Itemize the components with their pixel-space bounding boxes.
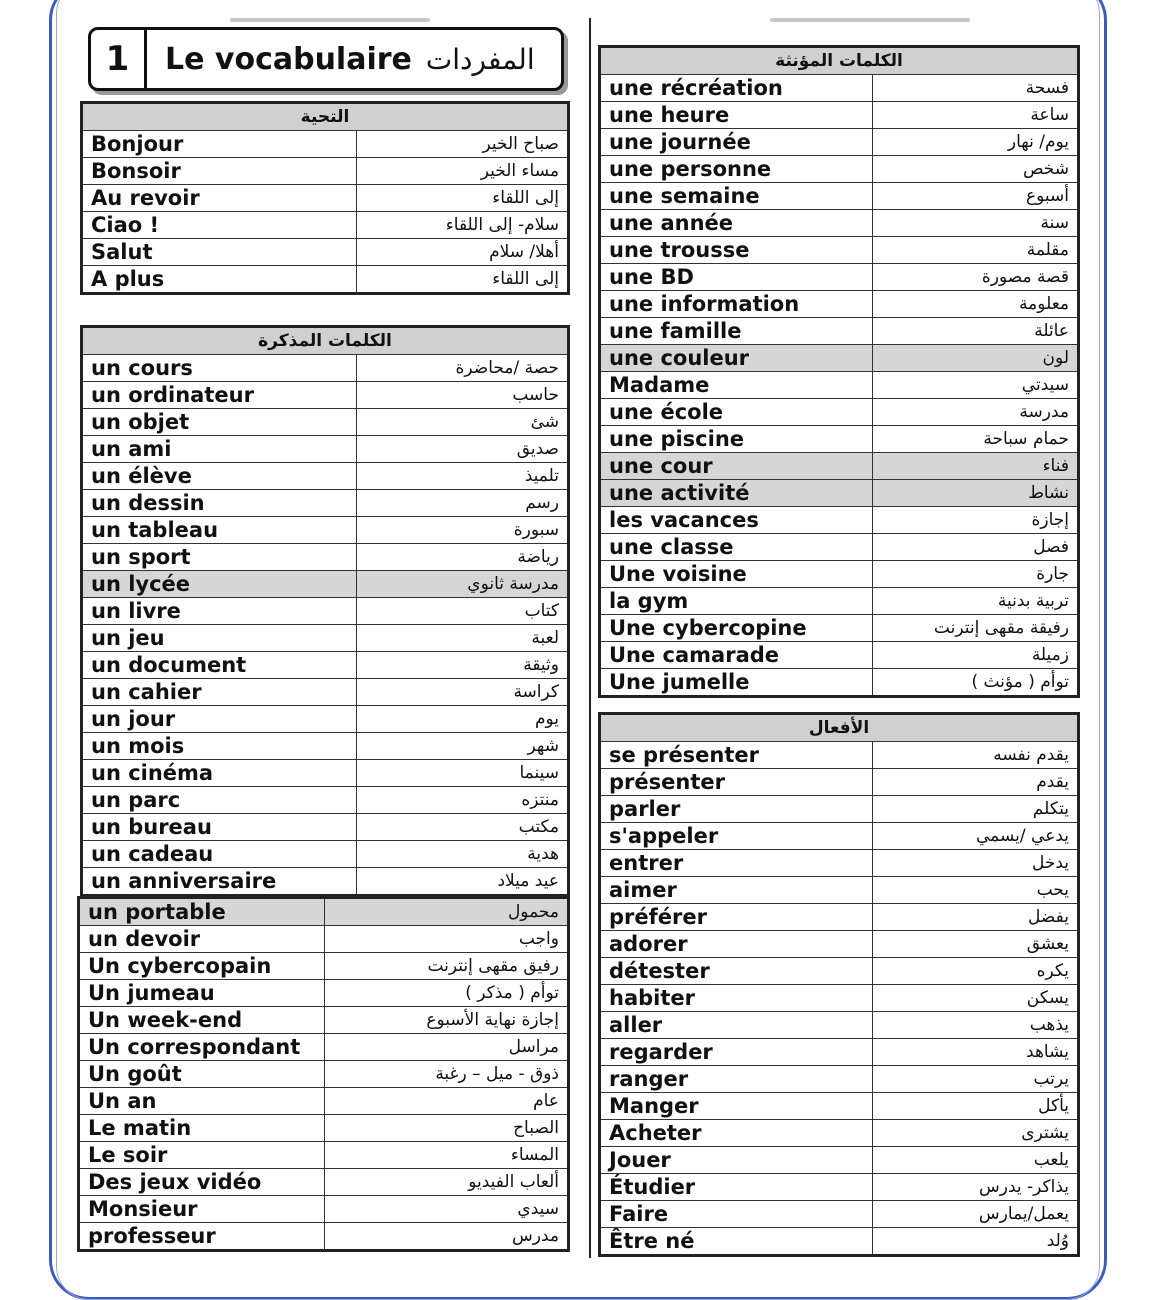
french-term: une récréation bbox=[600, 75, 873, 102]
table-row bbox=[600, 183, 1079, 210]
french-term: Monsieur bbox=[79, 1196, 325, 1223]
table-row bbox=[600, 210, 1079, 237]
arabic-translation: زميلة bbox=[873, 642, 1079, 669]
arabic-translation: يحب bbox=[873, 877, 1079, 904]
french-term: aller bbox=[600, 1012, 873, 1039]
arabic-translation: تلميذ bbox=[357, 463, 569, 490]
french-term: aimer bbox=[600, 877, 873, 904]
table-row bbox=[600, 1147, 1079, 1174]
arabic-translation: حاسب bbox=[357, 382, 569, 409]
arabic-translation: يوم/ نهار bbox=[873, 129, 1079, 156]
table-row bbox=[82, 463, 569, 490]
table-row bbox=[600, 534, 1079, 561]
table-row bbox=[82, 598, 569, 625]
arabic-translation: كتاب bbox=[357, 598, 569, 625]
arabic-translation: مساء الخير bbox=[357, 158, 569, 185]
arabic-translation: مدرس bbox=[325, 1223, 569, 1251]
verbs-table bbox=[598, 712, 1080, 1257]
arabic-translation: سيدتي bbox=[873, 372, 1079, 399]
arabic-translation: صديق bbox=[357, 436, 569, 463]
lesson-number: 1 bbox=[91, 30, 147, 88]
table-row bbox=[600, 823, 1079, 850]
french-term: regarder bbox=[600, 1039, 873, 1066]
arabic-translation: فسحة bbox=[873, 75, 1079, 102]
arabic-translation: يسكن bbox=[873, 985, 1079, 1012]
french-term: adorer bbox=[600, 931, 873, 958]
table-row bbox=[600, 1120, 1079, 1147]
arabic-translation: المساء bbox=[325, 1142, 569, 1169]
arabic-translation: معلومة bbox=[873, 291, 1079, 318]
french-term: détester bbox=[600, 958, 873, 985]
french-term: la gym bbox=[600, 588, 873, 615]
french-term: une activité bbox=[600, 480, 873, 507]
arabic-translation: يأكل bbox=[873, 1093, 1079, 1120]
table-row bbox=[82, 760, 569, 787]
greetings-header-row bbox=[82, 103, 569, 131]
feminine-nouns-table bbox=[598, 45, 1080, 698]
arabic-translation: حمام سباحة bbox=[873, 426, 1079, 453]
arabic-translation: رسم bbox=[357, 490, 569, 517]
table-row bbox=[600, 769, 1079, 796]
table-row bbox=[600, 102, 1079, 129]
arabic-translation: حصة /محاضرة bbox=[357, 355, 569, 382]
arabic-translation: يقدم نفسه bbox=[873, 742, 1079, 769]
arabic-translation: سيدي bbox=[325, 1196, 569, 1223]
section-header: التحية bbox=[82, 103, 569, 131]
french-term: préférer bbox=[600, 904, 873, 931]
feminine-header-row bbox=[600, 47, 1079, 75]
french-term: une couleur bbox=[600, 345, 873, 372]
arabic-translation: شئ bbox=[357, 409, 569, 436]
title-banner bbox=[88, 27, 564, 91]
top-decoration-left bbox=[230, 18, 430, 22]
french-term: un objet bbox=[82, 409, 357, 436]
table-row bbox=[79, 953, 569, 980]
table-row bbox=[600, 1012, 1079, 1039]
table-row bbox=[82, 212, 569, 239]
table-row bbox=[600, 1228, 1079, 1256]
french-term: Une jumelle bbox=[600, 669, 873, 697]
table-row bbox=[79, 1088, 569, 1115]
table-row bbox=[82, 266, 569, 294]
arabic-translation: فصل bbox=[873, 534, 1079, 561]
table-row bbox=[600, 75, 1079, 102]
table-row bbox=[600, 561, 1079, 588]
french-term: un cours bbox=[82, 355, 357, 382]
arabic-translation: إلى اللقاء bbox=[357, 185, 569, 212]
arabic-translation: يعشق bbox=[873, 931, 1079, 958]
table-row bbox=[79, 1196, 569, 1223]
french-term: Acheter bbox=[600, 1120, 873, 1147]
table-row bbox=[600, 156, 1079, 183]
arabic-translation: محمول bbox=[325, 898, 569, 926]
french-term: Bonsoir bbox=[82, 158, 357, 185]
table-row bbox=[600, 742, 1079, 769]
arabic-translation: لون bbox=[873, 345, 1079, 372]
french-term: une BD bbox=[600, 264, 873, 291]
french-term: Bonjour bbox=[82, 131, 357, 158]
table-row bbox=[600, 931, 1079, 958]
french-term: un jeu bbox=[82, 625, 357, 652]
french-term: Des jeux vidéo bbox=[79, 1169, 325, 1196]
table-row bbox=[600, 850, 1079, 877]
arabic-translation: الصباح bbox=[325, 1115, 569, 1142]
french-term: ranger bbox=[600, 1066, 873, 1093]
arabic-translation: واجب bbox=[325, 926, 569, 953]
table-row bbox=[79, 898, 569, 926]
arabic-translation: تربية بدنية bbox=[873, 588, 1079, 615]
top-decoration-right bbox=[770, 18, 970, 22]
arabic-translation: شهر bbox=[357, 733, 569, 760]
french-term: un devoir bbox=[79, 926, 325, 953]
table-row bbox=[82, 652, 569, 679]
table-row bbox=[600, 1201, 1079, 1228]
french-term: un dessin bbox=[82, 490, 357, 517]
arabic-translation: سبورة bbox=[357, 517, 569, 544]
arabic-translation: يلعب bbox=[873, 1147, 1079, 1174]
french-term: un mois bbox=[82, 733, 357, 760]
arabic-translation: يعمل/يمارس bbox=[873, 1201, 1079, 1228]
french-term: une classe bbox=[600, 534, 873, 561]
arabic-translation: جارة bbox=[873, 561, 1079, 588]
table-row bbox=[600, 345, 1079, 372]
table-row bbox=[82, 409, 569, 436]
french-term: habiter bbox=[600, 985, 873, 1012]
french-term: Le matin bbox=[79, 1115, 325, 1142]
french-term: une personne bbox=[600, 156, 873, 183]
section-header: الكلمات المذكرة bbox=[82, 327, 569, 355]
table-row bbox=[82, 544, 569, 571]
french-term: un sport bbox=[82, 544, 357, 571]
arabic-translation: كراسة bbox=[357, 679, 569, 706]
french-term: une semaine bbox=[600, 183, 873, 210]
arabic-translation: إجازة نهاية الأسبوع bbox=[325, 1007, 569, 1034]
column-divider bbox=[589, 18, 591, 1258]
arabic-translation: يدعي /يسمي bbox=[873, 823, 1079, 850]
arabic-translation: هدية bbox=[357, 841, 569, 868]
french-term: Un week-end bbox=[79, 1007, 325, 1034]
table-row bbox=[600, 1093, 1079, 1120]
table-row bbox=[600, 237, 1079, 264]
arabic-translation: يذاكر- يدرس bbox=[873, 1174, 1079, 1201]
french-term: professeur bbox=[79, 1223, 325, 1251]
french-term: un document bbox=[82, 652, 357, 679]
french-term: un portable bbox=[79, 898, 325, 926]
masculine-header-row bbox=[82, 327, 569, 355]
french-term: Ciao ! bbox=[82, 212, 357, 239]
french-term: une information bbox=[600, 291, 873, 318]
french-term: un ami bbox=[82, 436, 357, 463]
table-row bbox=[600, 264, 1079, 291]
table-row bbox=[600, 985, 1079, 1012]
table-row bbox=[82, 490, 569, 517]
arabic-translation: يشترى bbox=[873, 1120, 1079, 1147]
arabic-translation: وثيقة bbox=[357, 652, 569, 679]
french-term: Un cybercopain bbox=[79, 953, 325, 980]
arabic-translation: مقلمة bbox=[873, 237, 1079, 264]
french-term: Jouer bbox=[600, 1147, 873, 1174]
arabic-translation: يفضل bbox=[873, 904, 1079, 931]
section-header: الكلمات المؤنثة bbox=[600, 47, 1079, 75]
arabic-translation: مراسل bbox=[325, 1034, 569, 1061]
table-row bbox=[79, 1223, 569, 1251]
title-text bbox=[147, 42, 561, 77]
arabic-translation: فناء bbox=[873, 453, 1079, 480]
french-term: un lycée bbox=[82, 571, 357, 598]
arabic-translation: وُلد bbox=[873, 1228, 1079, 1256]
arabic-translation: مكتب bbox=[357, 814, 569, 841]
french-term: un cinéma bbox=[82, 760, 357, 787]
table-row bbox=[600, 877, 1079, 904]
table-row bbox=[600, 615, 1079, 642]
table-row bbox=[600, 291, 1079, 318]
table-row bbox=[79, 1169, 569, 1196]
arabic-translation: سنة bbox=[873, 210, 1079, 237]
table-row bbox=[600, 588, 1079, 615]
table-row bbox=[82, 814, 569, 841]
arabic-translation: توأم ( مذكر ) bbox=[325, 980, 569, 1007]
table-row bbox=[600, 129, 1079, 156]
french-term: Manger bbox=[600, 1093, 873, 1120]
arabic-translation: عيد ميلاد bbox=[357, 868, 569, 896]
french-term: Une voisine bbox=[600, 561, 873, 588]
table-row bbox=[82, 841, 569, 868]
french-term: Au revoir bbox=[82, 185, 357, 212]
french-term: une famille bbox=[600, 318, 873, 345]
arabic-translation: نشاط bbox=[873, 480, 1079, 507]
table-row bbox=[600, 642, 1079, 669]
table-row bbox=[600, 507, 1079, 534]
french-term: un cadeau bbox=[82, 841, 357, 868]
french-term: A plus bbox=[82, 266, 357, 294]
french-term: une journée bbox=[600, 129, 873, 156]
arabic-translation: يرتب bbox=[873, 1066, 1079, 1093]
arabic-translation: يكره bbox=[873, 958, 1079, 985]
arabic-translation: أسبوع bbox=[873, 183, 1079, 210]
arabic-translation: ألعاب الفيديو bbox=[325, 1169, 569, 1196]
french-term: une trousse bbox=[600, 237, 873, 264]
table-row bbox=[82, 239, 569, 266]
table-row bbox=[82, 185, 569, 212]
table-row bbox=[79, 1007, 569, 1034]
french-term: présenter bbox=[600, 769, 873, 796]
table-row bbox=[82, 382, 569, 409]
verbs-header-row bbox=[600, 714, 1079, 742]
arabic-translation: يذهب bbox=[873, 1012, 1079, 1039]
arabic-translation: يدخل bbox=[873, 850, 1079, 877]
table-row bbox=[600, 1174, 1079, 1201]
french-term: Madame bbox=[600, 372, 873, 399]
table-row bbox=[82, 517, 569, 544]
table-row bbox=[82, 733, 569, 760]
table-row bbox=[82, 131, 569, 158]
misc-vocabulary-table bbox=[77, 896, 570, 1252]
french-term: une piscine bbox=[600, 426, 873, 453]
table-row bbox=[79, 1061, 569, 1088]
table-row bbox=[600, 318, 1079, 345]
table-row bbox=[82, 679, 569, 706]
french-term: Une cybercopine bbox=[600, 615, 873, 642]
french-term: se présenter bbox=[600, 742, 873, 769]
arabic-translation: توأم ( مؤنث ) bbox=[873, 669, 1079, 697]
table-row bbox=[79, 926, 569, 953]
table-row bbox=[600, 796, 1079, 823]
table-row bbox=[79, 1034, 569, 1061]
table-row bbox=[82, 436, 569, 463]
table-row bbox=[82, 868, 569, 896]
french-term: les vacances bbox=[600, 507, 873, 534]
table-row bbox=[82, 355, 569, 382]
table-row bbox=[600, 958, 1079, 985]
table-row bbox=[600, 372, 1079, 399]
table-row bbox=[600, 453, 1079, 480]
title-arabic: المفردات bbox=[425, 42, 535, 76]
table-row bbox=[82, 571, 569, 598]
arabic-translation: ساعة bbox=[873, 102, 1079, 129]
arabic-translation: ذوق - ميل – رغبة bbox=[325, 1061, 569, 1088]
french-term: Étudier bbox=[600, 1174, 873, 1201]
arabic-translation: يوم bbox=[357, 706, 569, 733]
table-row bbox=[600, 399, 1079, 426]
french-term: Un goût bbox=[79, 1061, 325, 1088]
table-row bbox=[79, 980, 569, 1007]
arabic-translation: إجازة bbox=[873, 507, 1079, 534]
french-term: un bureau bbox=[82, 814, 357, 841]
arabic-translation: قصة مصورة bbox=[873, 264, 1079, 291]
french-term: un anniversaire bbox=[82, 868, 357, 896]
table-row bbox=[79, 1115, 569, 1142]
title-french: Le vocabulaire bbox=[165, 41, 412, 77]
arabic-translation: رفيق مقهى إنترنت bbox=[325, 953, 569, 980]
french-term: Un jumeau bbox=[79, 980, 325, 1007]
table-row bbox=[600, 480, 1079, 507]
table-row bbox=[600, 669, 1079, 697]
arabic-translation: رياضة bbox=[357, 544, 569, 571]
french-term: Faire bbox=[600, 1201, 873, 1228]
french-term: un parc bbox=[82, 787, 357, 814]
arabic-translation: مدرسة bbox=[873, 399, 1079, 426]
arabic-translation: عائلة bbox=[873, 318, 1079, 345]
table-row bbox=[82, 787, 569, 814]
arabic-translation: إلى اللقاء bbox=[357, 266, 569, 294]
french-term: Salut bbox=[82, 239, 357, 266]
french-term: Un correspondant bbox=[79, 1034, 325, 1061]
french-term: une année bbox=[600, 210, 873, 237]
french-term: un livre bbox=[82, 598, 357, 625]
table-row bbox=[82, 625, 569, 652]
french-term: une école bbox=[600, 399, 873, 426]
table-row bbox=[82, 158, 569, 185]
french-term: Le soir bbox=[79, 1142, 325, 1169]
french-term: s'appeler bbox=[600, 823, 873, 850]
arabic-translation: يقدم bbox=[873, 769, 1079, 796]
arabic-translation: رفيقة مقهى إنترنت bbox=[873, 615, 1079, 642]
arabic-translation: صباح الخير bbox=[357, 131, 569, 158]
table-row bbox=[600, 1039, 1079, 1066]
arabic-translation: سينما bbox=[357, 760, 569, 787]
arabic-translation: أهلا/ سلام bbox=[357, 239, 569, 266]
arabic-translation: لعبة bbox=[357, 625, 569, 652]
table-row bbox=[79, 1142, 569, 1169]
arabic-translation: يتكلم bbox=[873, 796, 1079, 823]
french-term: un ordinateur bbox=[82, 382, 357, 409]
french-term: Être né bbox=[600, 1228, 873, 1256]
arabic-translation: منتزه bbox=[357, 787, 569, 814]
arabic-translation: شخص bbox=[873, 156, 1079, 183]
table-row bbox=[600, 904, 1079, 931]
table-row bbox=[600, 426, 1079, 453]
french-term: Un an bbox=[79, 1088, 325, 1115]
arabic-translation: يشاهد bbox=[873, 1039, 1079, 1066]
french-term: une cour bbox=[600, 453, 873, 480]
arabic-translation: عام bbox=[325, 1088, 569, 1115]
french-term: Une camarade bbox=[600, 642, 873, 669]
french-term: une heure bbox=[600, 102, 873, 129]
section-header: الأفعال bbox=[600, 714, 1079, 742]
arabic-translation: مدرسة ثانوي bbox=[357, 571, 569, 598]
table-row bbox=[600, 1066, 1079, 1093]
french-term: parler bbox=[600, 796, 873, 823]
greetings-table bbox=[80, 101, 570, 295]
french-term: un tableau bbox=[82, 517, 357, 544]
arabic-translation: سلام- إلى اللقاء bbox=[357, 212, 569, 239]
masculine-nouns-table bbox=[80, 325, 570, 897]
french-term: un élève bbox=[82, 463, 357, 490]
french-term: entrer bbox=[600, 850, 873, 877]
table-row bbox=[82, 706, 569, 733]
french-term: un jour bbox=[82, 706, 357, 733]
french-term: un cahier bbox=[82, 679, 357, 706]
